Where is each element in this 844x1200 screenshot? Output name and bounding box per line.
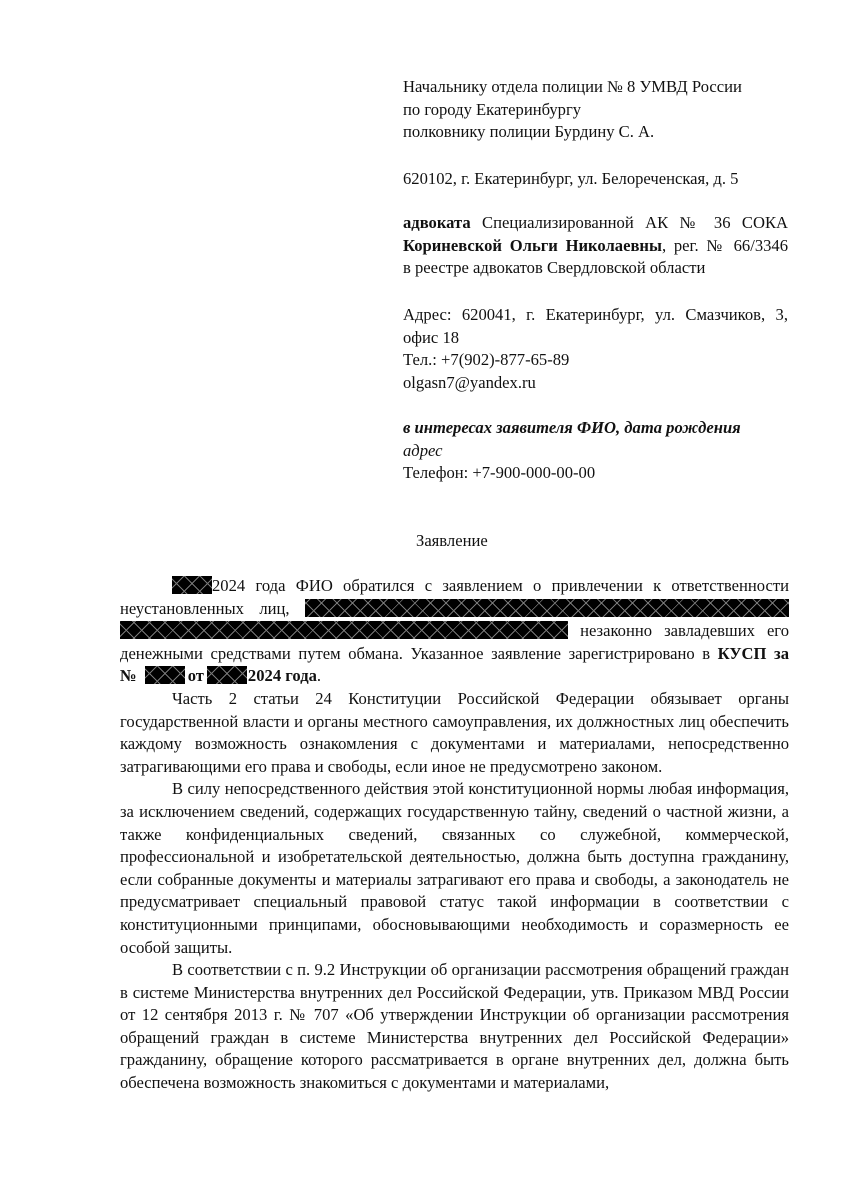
kusp-number-sign: № — [120, 666, 137, 686]
sender-bar-text: Специализированной АК № 36 СОКА — [470, 213, 788, 232]
contact-address-line-1: Адрес: 620041, г. Екатеринбург, ул. Смазчиков, 3, — [403, 305, 788, 324]
applicant-phone: Телефон: +7-900-000-00-00 — [403, 463, 596, 483]
period: . — [316, 666, 322, 686]
addressee-address-text: 620102, г. Екатеринбург, ул. Белореченская, д. 5 — [403, 169, 739, 188]
paragraph-1-line-5 — [120, 665, 789, 688]
sender-name: Кориневской Ольги Николаевны — [403, 235, 662, 255]
redaction-date — [172, 576, 212, 594]
paragraph-1-text: денежными средствами путем обмана. Указанное заявление зарегистрировано в — [120, 643, 711, 663]
contact-phone: Тел.: +7(902)-877-65-89 — [403, 350, 570, 370]
addressee-address — [403, 168, 788, 191]
document-body — [120, 575, 789, 1095]
paragraph-1-line-2 — [120, 598, 789, 621]
addressee-block — [403, 76, 788, 144]
paragraph-3: В силу непосредственного действия этой конституционной нормы любая информация, за исключением сведений, содержащих государственную тайну, сведений о частной жизни, а также конфиденциальных сведений, связанных со служебной, коммерческой, профессиональной и изобретательской деятельностью, должна быть доступна гражданину, если собранные документы и материалы затрагивают его права и свободы, а законодатель не предусматривает специальный правовой статус такой информации в соответствии с конституционными принципами, обосновывающими необходимость и соразмерность ее особой защиты. — [120, 779, 789, 957]
paragraph-4: В соответствии с п. 9.2 Инструкции об организации рассмотрения обращений граждан в системе Министерства внутренних дел Российской Федерации, утв. Приказом МВД России от 12 сентября 2013 г. № 707 «Об утверждении Инструкции об организации рассмотрения обращений граждан в системе Министерства внутренних дел Российской Федерации» гражданину, обращение которого рассматривается в органе внутренних дел, должна быть обеспечена возможность знакомиться с документами и материалами, — [120, 960, 789, 1093]
sender-reg-number: , рег. № 66/3346 — [661, 235, 789, 255]
addressee-line: полковнику полиции Бурдину С. А. — [403, 122, 655, 142]
kusp-from-word: от — [187, 666, 204, 686]
redaction-persons — [120, 621, 568, 639]
redaction-kusp-number — [145, 666, 185, 684]
paragraph-1-line-1 — [120, 575, 789, 598]
applicant-address: адрес — [403, 440, 443, 460]
redaction-kusp-date — [207, 666, 247, 684]
contact-block — [403, 304, 788, 394]
redaction-persons — [305, 599, 789, 617]
contact-email: olgasn7@yandex.ru — [403, 372, 536, 392]
addressee-line: по городу Екатеринбургу — [403, 99, 582, 119]
paragraph-1-text: неустановленных лиц, — [120, 598, 290, 618]
paragraph-1-text: 2024 года ФИО обратился с заявлением о привлечении к ответственности — [212, 576, 789, 595]
paragraph-1-text: незаконно завладевших его — [580, 621, 789, 641]
sender-line-2 — [403, 235, 788, 258]
document-title: Заявление — [416, 531, 488, 550]
kusp-year: 2024 года — [247, 666, 317, 686]
paragraph-1 — [120, 575, 789, 688]
kusp-label: КУСП за — [717, 643, 789, 663]
sender-block — [403, 212, 788, 280]
sender-line-1 — [403, 212, 788, 235]
applicant-line: в интересах заявителя ФИО, дата рождения — [403, 418, 741, 437]
paragraph-2: Часть 2 статьи 24 Конституции Российской Федерации обязывает органы государственной власти и органы местного самоуправления, их должностных лиц обеспечить каждому возможность ознакомления с документами и материалами, непосредственно затрагивающими его права и свободы, если иное не предусмотрено законом. — [120, 688, 789, 776]
paragraph-1-line-3 — [120, 620, 789, 643]
applicant-block — [403, 417, 788, 485]
addressee-line: Начальнику отдела полиции № 8 УМВД России — [403, 77, 742, 96]
contact-address-line-2: офис 18 — [403, 327, 460, 347]
paragraph-1-line-4 — [120, 643, 789, 666]
sender-role: адвоката — [403, 213, 471, 232]
sender-registry: в реестре адвокатов Свердловской области — [403, 258, 706, 278]
